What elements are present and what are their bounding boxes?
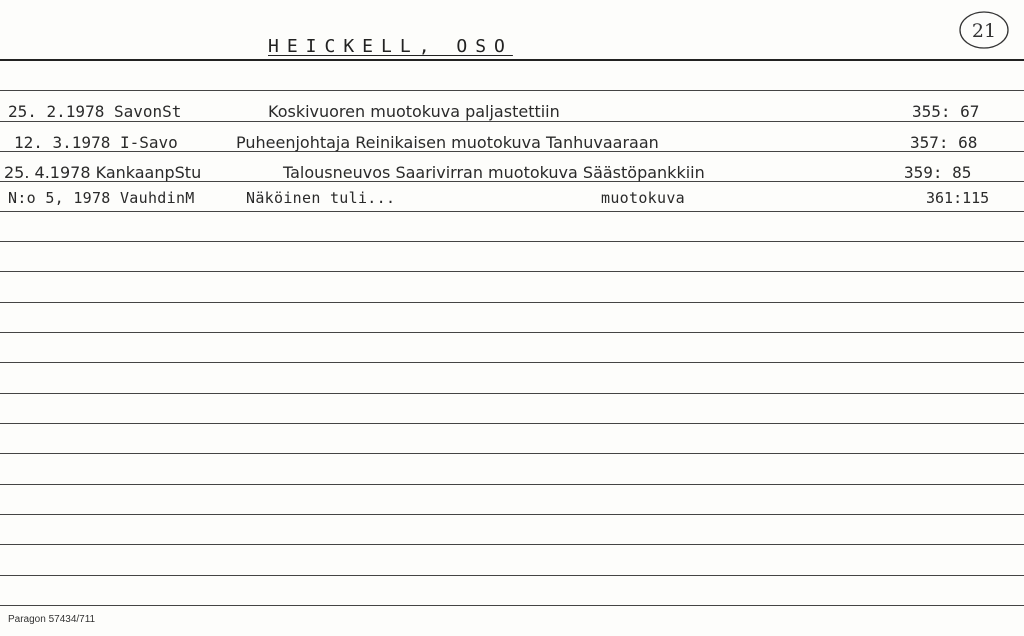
entry-date-source: 12. 3.1978 I-Savo xyxy=(14,133,178,152)
ruled-line xyxy=(0,575,1024,576)
entry-description: Puheenjohtaja Reinikaisen muotokuva Tanhuvaaraan xyxy=(236,133,659,152)
entry-date-source: 25. 4.1978 KankaanpStu xyxy=(4,163,202,182)
ruled-line xyxy=(0,302,1024,303)
ruled-line xyxy=(0,423,1024,424)
header-rule xyxy=(0,59,1024,61)
ruled-line xyxy=(0,211,1024,212)
entry-reference: 357: 68 xyxy=(910,133,978,152)
entry-reference: 355: 67 xyxy=(912,102,980,121)
card-number: 21 xyxy=(971,20,997,42)
ruled-line xyxy=(0,90,1024,91)
entry-reference: 361:115 xyxy=(926,189,990,207)
ruled-line xyxy=(0,484,1024,485)
ruled-line xyxy=(0,241,1024,242)
entry-description: Näköinen tuli... xyxy=(246,189,396,207)
ruled-line xyxy=(0,121,1024,122)
entry-keyword: muotokuva xyxy=(601,189,685,207)
printer-imprint: Paragon 57434/711 xyxy=(8,614,96,625)
card-heading xyxy=(268,36,513,57)
ruled-line xyxy=(0,332,1024,333)
ruled-line xyxy=(0,514,1024,515)
entry-reference: 359: 85 xyxy=(904,163,972,182)
entry-date-source: N:o 5, 1978 VauhdinM xyxy=(8,189,195,207)
ruled-line xyxy=(0,271,1024,272)
ruled-line xyxy=(0,544,1024,545)
entry-description: Talousneuvos Saarivirran muotokuva Säästöpankkiin xyxy=(283,163,705,182)
entry-date-source: 25. 2.1978 SavonSt xyxy=(8,102,182,121)
person-name: HEICKELL, OSO xyxy=(268,36,513,57)
ruled-line xyxy=(0,393,1024,394)
ruled-line xyxy=(0,453,1024,454)
card-number-stamp xyxy=(958,10,1010,50)
ruled-line xyxy=(0,362,1024,363)
ruled-line xyxy=(0,605,1024,606)
entry-description: Koskivuoren muotokuva paljastettiin xyxy=(268,102,560,121)
